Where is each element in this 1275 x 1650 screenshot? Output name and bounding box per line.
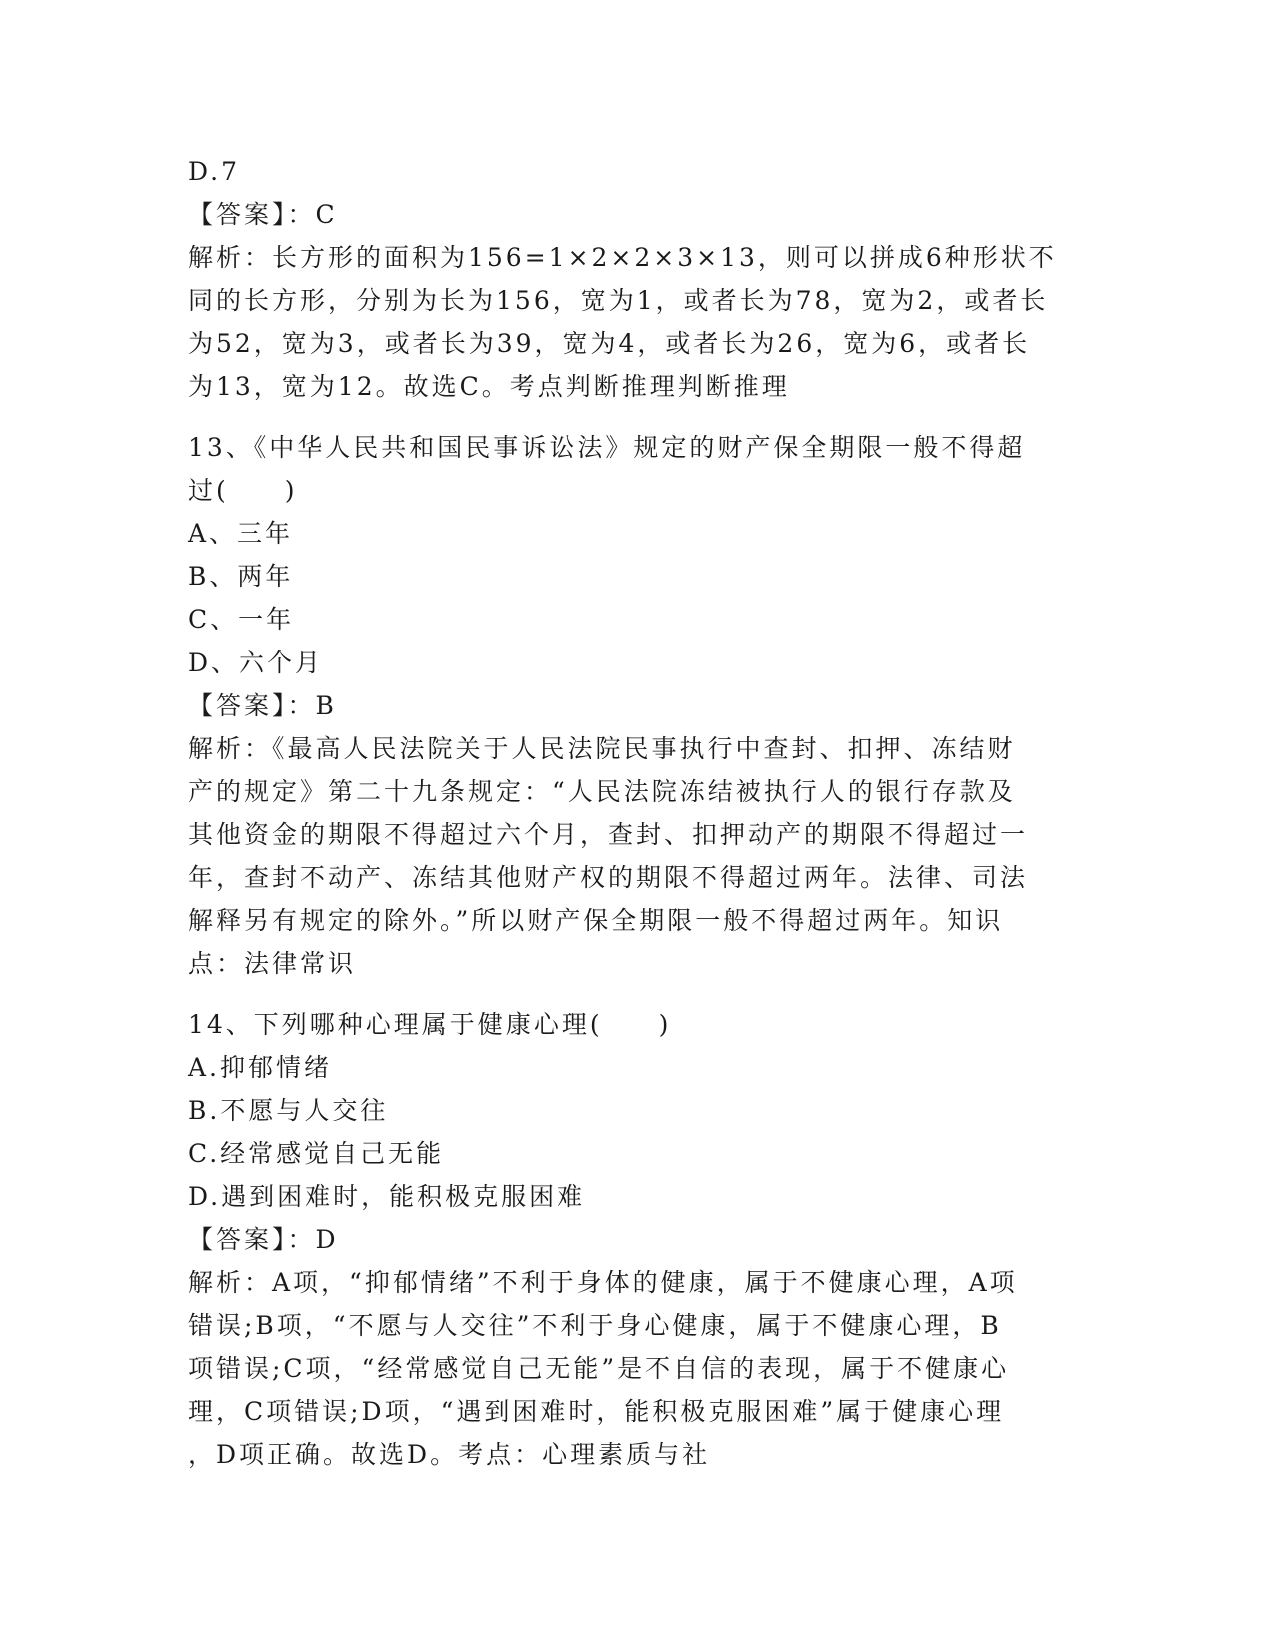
analysis-line: 错误;B项，“不愿与人交往”不利于身心健康，属于不健康心理，B <box>188 1311 1002 1340</box>
q14-option-b: B.不愿与人交往 <box>188 1096 389 1125</box>
analysis-line: 解释另有规定的除外。”所以财产保全期限一般不得超过两年。知识 <box>188 906 1004 935</box>
document-page <box>188 150 1088 1476</box>
analysis-line: 产的规定》第二十九条规定：“人民法院冻结被执行人的银行存款及 <box>188 777 1016 806</box>
question-14 <box>188 1003 1088 1476</box>
analysis-line: 解析：《最高人民法院关于人民法院民事执行中查封、扣押、冻结财 <box>188 734 1016 763</box>
question-13 <box>188 426 1088 985</box>
q13-option-b: B、两年 <box>188 562 294 591</box>
analysis-line: 项错误;C项，“经常感觉自己无能”是不自信的表现，属于不健康心 <box>188 1354 1010 1383</box>
analysis-line: 理，C项错误;D项，“遇到困难时，能积极克服困难”属于健康心理 <box>188 1397 1005 1426</box>
prev-answer: 【答案】：C <box>188 200 338 229</box>
q13-option-a: A、三年 <box>188 519 294 548</box>
q13-option-d: D、六个月 <box>188 648 324 677</box>
analysis-line: 点：法律常识 <box>188 949 357 978</box>
analysis-line: 其他资金的期限不得超过六个月，查封、扣押动产的期限不得超过一 <box>188 820 1029 849</box>
analysis-line: ，D项正确。故选D。考点：心理素质与社 <box>188 1440 711 1469</box>
prev-analysis <box>188 236 1088 408</box>
q13-answer: 【答案】：B <box>188 691 337 720</box>
q14-option-a: A.抑郁情绪 <box>188 1053 333 1082</box>
q13-option-c: C、一年 <box>188 605 295 634</box>
analysis-line: 同的长方形，分别为长为156，宽为1，或者长为78，宽为2，或者长 <box>188 286 1049 315</box>
analysis-line: 年，查封不动产、冻结其他财产权的期限不得超过两年。法律、司法 <box>188 863 1029 892</box>
q14-stem-line: 14、下列哪种心理属于健康心理( ) <box>188 1010 672 1039</box>
q13-stem-line: 13、《中华人民共和国民事诉讼法》规定的财产保全期限一般不得超 <box>188 433 1026 462</box>
q14-option-d: D.遇到困难时，能积极克服困难 <box>188 1182 586 1211</box>
analysis-line: 解析：A项，“抑郁情绪”不利于身体的健康，属于不健康心理，A项 <box>188 1268 1018 1297</box>
analysis-line: 解析：长方形的面积为156=1×2×2×3×13，则可以拼成6种形状不 <box>188 243 1057 272</box>
q13-stem-line: 过( ) <box>188 476 298 505</box>
q14-option-c: C.经常感觉自己无能 <box>188 1139 445 1168</box>
prev-option-d: D.7 <box>188 157 241 186</box>
analysis-line: 为13，宽为12。故选C。考点判断推理判断推理 <box>188 372 790 401</box>
analysis-line: 为52，宽为3，或者长为39，宽为4，或者长为26，宽为6，或者长 <box>188 329 1031 358</box>
q14-answer: 【答案】：D <box>188 1225 339 1254</box>
